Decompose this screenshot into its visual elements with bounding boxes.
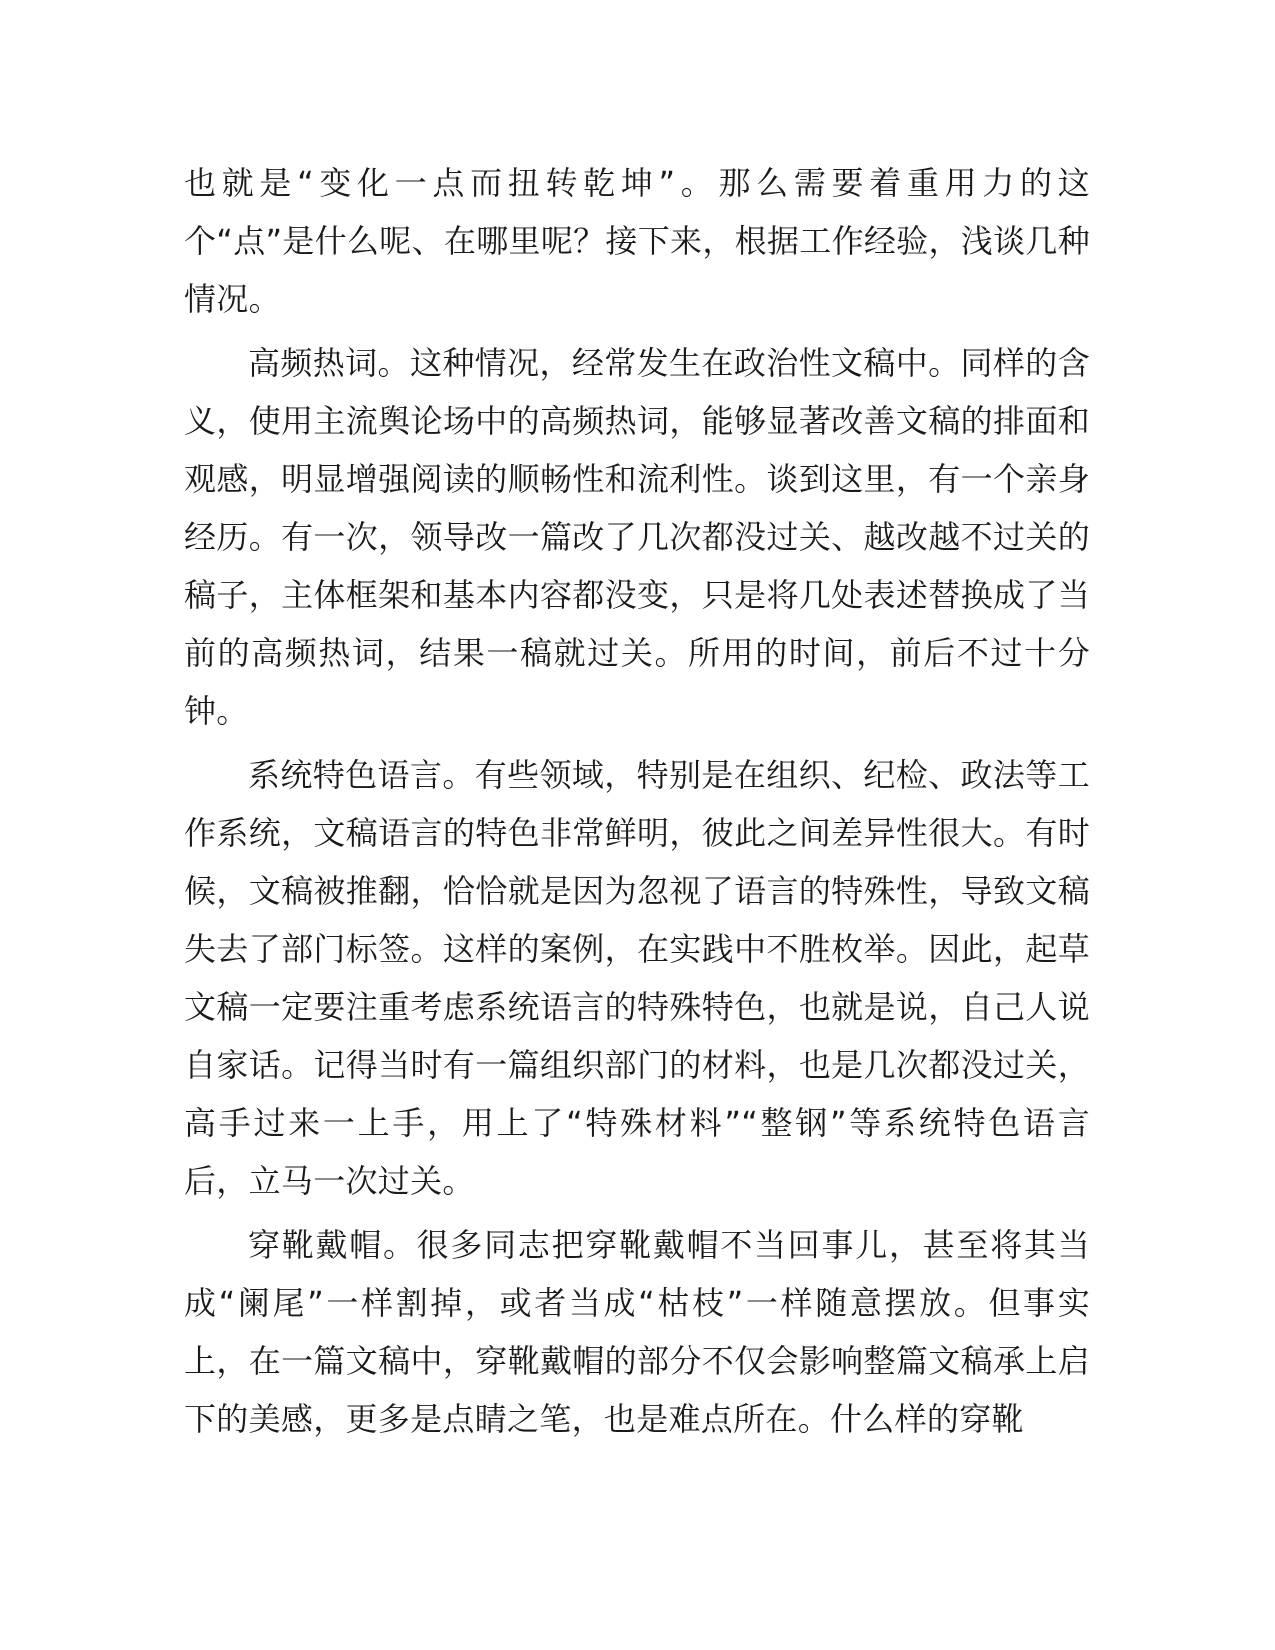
- document-page: [184, 154, 1090, 1454]
- paragraph-high-frequency-hot-words: 高频热词。这种情况，经常发生在政治性文稿中。同样的含义，使用主流舆论场中的高频热词，能够显著改善文稿的排面和观感，明显增强阅读的顺畅性和流利性。谈到这里，有一个亲身经历。有一次，领导改一篇改了几次都没过关、越改越不过关的稿子，主体框架和基本内容都没变，只是将几处表述替换成了当前的高频热词，结果一稿就过关。所用的时间，前后不过十分钟。: [184, 344, 1090, 730]
- paragraph-system-specific-language: 系统特色语言。有些领域，特别是在组织、纪检、政法等工作系统，文稿语言的特色非常鲜明，彼此之间差异性很大。有时候，文稿被推翻，恰恰就是因为忽视了语言的特殊性，导致文稿失去了部门标签。这样的案例，在实践中不胜枚举。因此，起草文稿一定要注重考虑系统语言的特殊特色，也就是说，自己人说自家话。记得当时有一篇组织部门的材料，也是几次都没过关，高手过来一上手，用上了“特殊材料”“整钢”等系统特色语言后，立马一次过关。: [184, 756, 1090, 1200]
- paragraph-boots-and-hats: 穿靴戴帽。很多同志把穿靴戴帽不当回事儿，甚至将其当成“阑尾”一样割掉，或者当成“枯枝”一样随意摆放。但事实上，在一篇文稿中，穿靴戴帽的部分不仅会影响整篇文稿承上启下的美感，更多是点睛之笔，也是难点所在。什么样的穿靴: [184, 1226, 1090, 1438]
- paragraph-intro: 也就是“变化一点而扭转乾坤”。那么需要着重用力的这个“点”是什么呢、在哪里呢？接下来，根据工作经验，浅谈几种情况。: [184, 164, 1090, 318]
